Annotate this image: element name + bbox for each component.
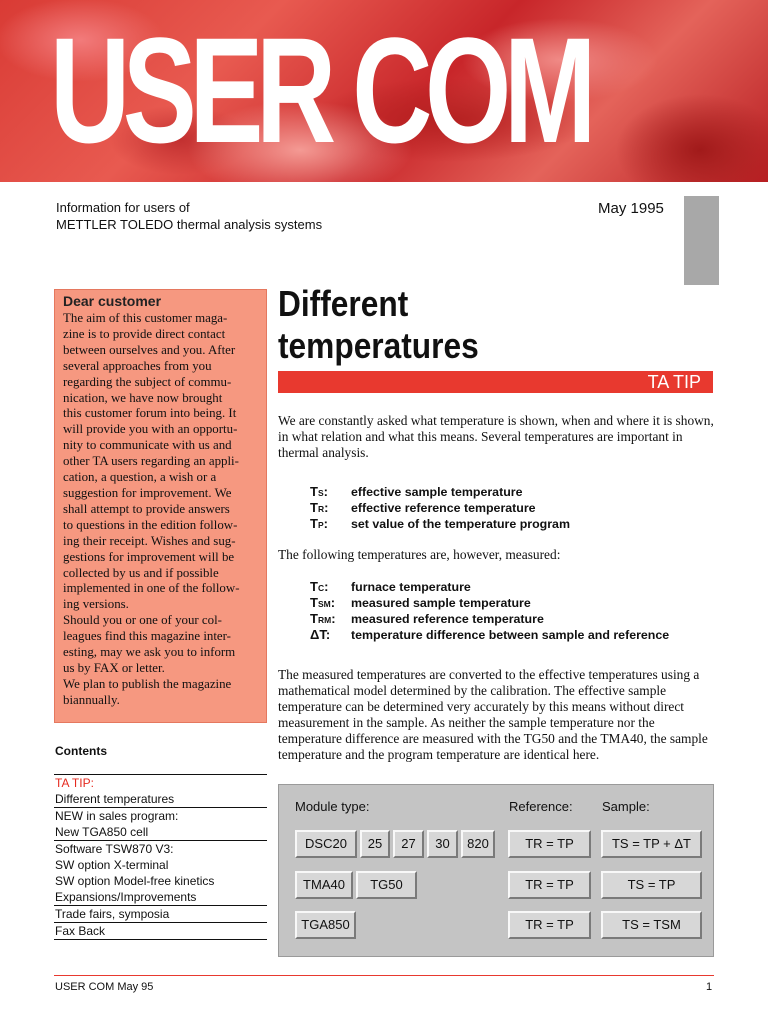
module-button-tg50[interactable]: TG50 (356, 871, 417, 899)
article-title-line-2: temperatures (278, 325, 479, 366)
contents-item: NEW in sales program: (55, 809, 179, 823)
temperature-definition: temperature difference between sample and reference (351, 628, 670, 642)
dear-customer-line: this customer forum into being. It (63, 406, 237, 421)
footer-page-number: 1 (706, 981, 713, 993)
temperature-symbol: TC: (310, 579, 329, 594)
masthead (0, 0, 768, 182)
contents-entry (54, 841, 267, 905)
definition-row (310, 595, 730, 611)
temperature-definition: effective sample temperature (351, 485, 523, 499)
article-title (278, 283, 479, 367)
temperature-definition: furnace temperature (351, 580, 471, 594)
contents-entry (54, 923, 267, 939)
dear-customer-line: suggestion for improvement. We (63, 485, 232, 500)
dear-customer-line: cation, a question, a wish or a (63, 470, 217, 485)
dear-customer-line: shall attempt to provide answers (63, 501, 230, 516)
module-button-25[interactable]: 25 (360, 830, 390, 858)
module-button-30[interactable]: 30 (427, 830, 458, 858)
contents-item: Different temperatures (55, 792, 175, 806)
dear-customer-line: will provide you with an opportu- (63, 422, 238, 437)
module-type-panel (278, 784, 714, 957)
dear-customer-line: esting, may we ask you to inform (63, 645, 236, 660)
definition-row (310, 611, 730, 627)
dear-customer-line: The aim of this customer maga- (63, 311, 228, 325)
dear-customer-line: between ourselves and you. After (63, 342, 236, 357)
contents-item: Fax Back (55, 924, 106, 938)
contents-item: Expansions/Improvements (55, 890, 197, 904)
sample-formula-button[interactable]: TS = TP (601, 871, 702, 899)
dear-customer-line: ing versions. (63, 597, 129, 612)
temperature-symbol: ΔT: (310, 627, 331, 642)
temperature-definition: effective reference temperature (351, 501, 536, 515)
dear-customer-line: implemented in one of the follow- (63, 581, 240, 596)
publication-subtitle (56, 199, 322, 233)
temperature-symbol: TS: (310, 484, 328, 499)
dear-customer-line: several approaches from you (63, 358, 212, 373)
definition-row (310, 516, 730, 532)
contents-item: SW option X-terminal (55, 858, 169, 872)
module-button-dsc20[interactable]: DSC20 (295, 830, 357, 858)
issue-number-mark (684, 196, 719, 285)
ta-tip-banner: TA TIP (278, 371, 713, 393)
module-button-tma40[interactable]: TMA40 (295, 871, 353, 899)
conversion-paragraph: The measured temperatures are converted to the effective temperatures using a mathematical model determined by the calibration. The effective sample temperature can be determined very accurately by this means without direct measurement in the sample. As neither the sample temperature nor the temperature difference are measured with the TG50 and the TMA40, the sample temperature and the program temperature are identical here. (278, 667, 708, 762)
module-type-header: Module type: (295, 799, 370, 814)
contents-item: SW option Model-free kinetics (55, 874, 215, 888)
reference-formula-button[interactable]: TR = TP (508, 830, 591, 858)
module-button-820[interactable]: 820 (461, 830, 495, 858)
dear-customer-line: gestions for improvement will be (63, 549, 235, 564)
contents-list (54, 774, 267, 940)
intro-paragraph: We are constantly asked what temperature is shown, when and where it is shown, in what relation and what this means. Several temperatures are important in thermal analysis. (278, 413, 714, 460)
effective-temperature-list (310, 484, 730, 532)
definition-row (310, 500, 730, 516)
dear-customer-line: Should you or one of your col- (63, 613, 222, 628)
contents-entry (54, 808, 267, 840)
dear-customer-line: biannually. (63, 692, 120, 707)
dear-customer-line: ing their receipt. Wishes and sug- (63, 533, 236, 548)
sample-header: Sample: (602, 799, 650, 814)
temperature-symbol: TR: (310, 500, 329, 515)
measured-temperature-list (310, 579, 730, 643)
dear-customer-box (54, 289, 267, 723)
measured-intro-paragraph: The following temperatures are, however, measured: (278, 547, 561, 562)
reference-header: Reference: (509, 799, 573, 814)
temperature-symbol: TRM: (310, 611, 336, 626)
dear-customer-line: regarding the subject of commu- (63, 374, 232, 389)
reference-formula-button[interactable]: TR = TP (508, 911, 591, 939)
temperature-definition: measured reference temperature (351, 612, 544, 626)
contents-item: New TGA850 cell (55, 825, 149, 839)
dear-customer-text (63, 311, 258, 709)
dear-customer-line: We plan to publish the magazine (63, 676, 232, 691)
definition-row (310, 579, 730, 595)
module-button-27[interactable]: 27 (393, 830, 424, 858)
contents-entry (54, 906, 267, 922)
definition-row (310, 484, 730, 500)
footer-rule (54, 975, 714, 976)
contents-entry (54, 775, 267, 807)
reference-formula-button[interactable]: TR = TP (508, 871, 591, 899)
issue-date: May 1995 (598, 200, 664, 217)
contents-heading: Contents (55, 744, 107, 758)
temperature-definition: set value of the temperature program (351, 517, 570, 531)
temperature-definition: measured sample temperature (351, 596, 531, 610)
subtitle-line-2: METTLER TOLEDO thermal analysis systems (56, 217, 323, 232)
dear-customer-line: collected by us and if possible (63, 565, 219, 580)
dear-customer-line: to questions in the edition follow- (63, 517, 238, 532)
dear-customer-line: zine is to provide direct contact (63, 326, 226, 341)
article-title-line-1: Different (278, 283, 409, 324)
temperature-symbol: TSM: (310, 595, 336, 610)
dear-customer-line: other TA users regarding an appli- (63, 454, 239, 469)
masthead-title: USER COM (50, 6, 589, 174)
dear-customer-line: nity to communicate with us and (63, 438, 232, 453)
dear-customer-line: leagues find this magazine inter- (63, 629, 231, 644)
dear-customer-title: Dear customer (63, 293, 162, 309)
dear-customer-line: nication, we have now brought (63, 390, 223, 405)
contents-item: Software TSW870 V3: (55, 842, 174, 856)
dear-customer-line: us by FAX or letter. (63, 660, 165, 675)
subtitle-line-1: Information for users of (56, 200, 190, 215)
sample-formula-button[interactable]: TS = TSM (601, 911, 702, 939)
definition-row (310, 627, 730, 643)
module-button-tga850[interactable]: TGA850 (295, 911, 356, 939)
temperature-symbol: TP: (310, 516, 328, 531)
footer-publication: USER COM May 95 (55, 981, 154, 993)
contents-divider (54, 939, 267, 940)
contents-item: Trade fairs, symposia (55, 907, 170, 921)
contents-section-label: TA TIP: (55, 776, 94, 790)
sample-formula-button[interactable]: TS = TP + ΔT (601, 830, 702, 858)
